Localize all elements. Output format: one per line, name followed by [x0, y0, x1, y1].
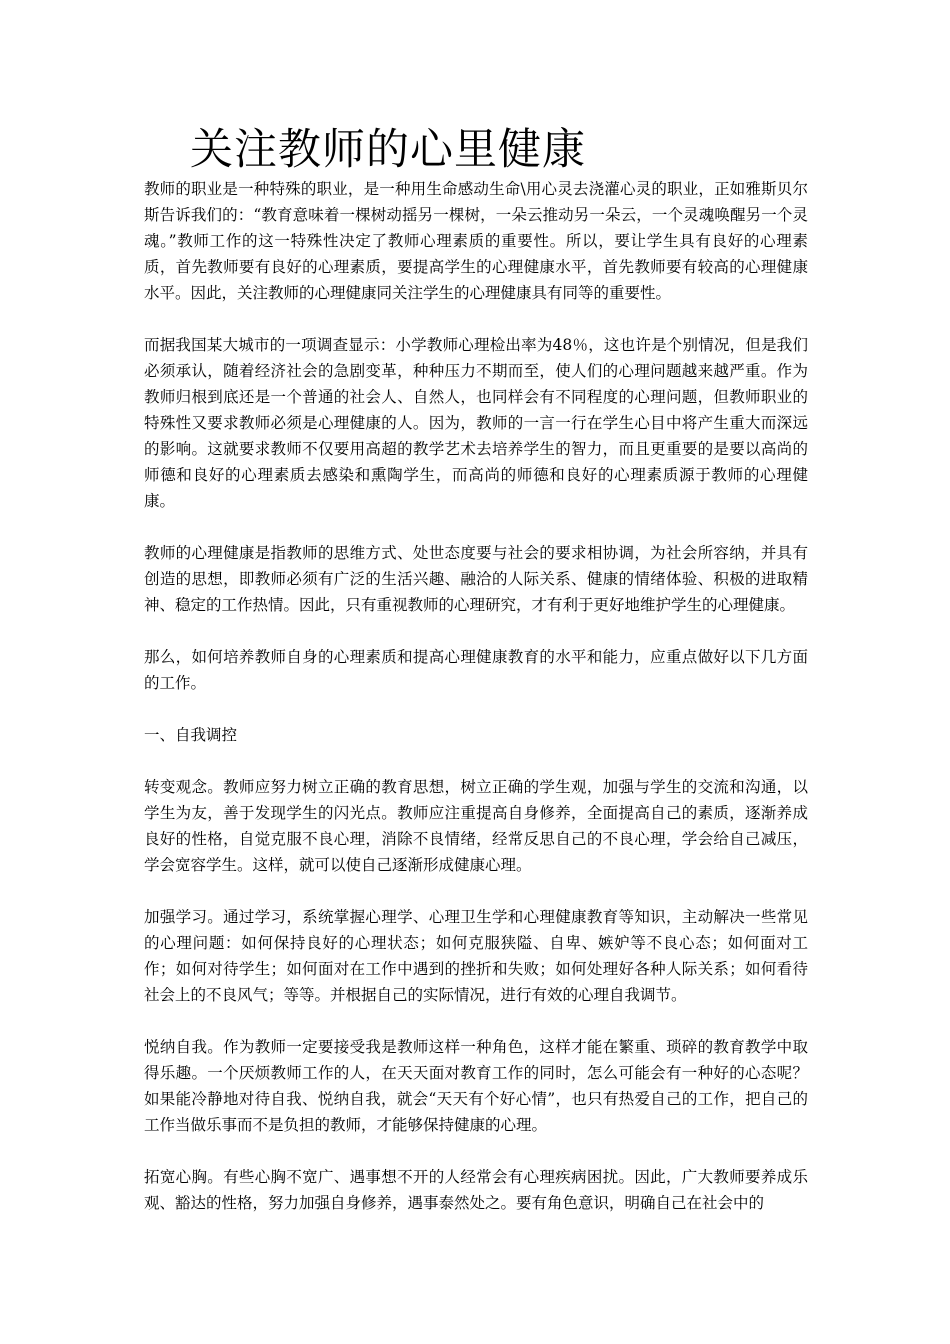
paragraph-survey: 而据我国某大城市的一项调查显示：小学教师心理检出率为48％，这也许是个别情况，但是我们必须承认，随着经济社会的急剧变革，种种压力不期而至，使人们的心理问题越来越严重。作为教师归根到底还是一个普通的社会人、自然人，也同样会有不同程度的心理问题，但教师职业的特殊性又要求教师必须是心理健康的人。因为，教师的一言一行在学生心目中将产生重大而深远的影响。这就要求教师不仅要用高超的教学艺术去培养学生的智力，而且更重要的是要以高尚的师德和良好的心理素质去感染和熏陶学生，而高尚的师德和良好的心理素质源于教师的心理健康。 — [144, 336, 808, 510]
paragraph-definition: 教师的心理健康是指教师的思维方式、处世态度要与社会的要求相协调，为社会所容纳，并具有创造的思想，即教师必须有广泛的生活兴趣、融洽的人际关系、健康的情绪体验、积极的进取精神、稳定的工作热情。因此，只有重视教师的心理研究，才有利于更好地维护学生的心理健康。 — [144, 544, 808, 614]
paragraph-transition: 那么，如何培养教师自身的心理素质和提高心理健康教育的水平和能力，应重点做好以下几方面的工作。 — [144, 648, 808, 692]
paragraph-change-concept: 转变观念。教师应努力树立正确的教育思想，树立正确的学生观，加强与学生的交流和沟通，以学生为友，善于发现学生的闪光点。教师应注重提高自身修养，全面提高自己的素质，逐渐养成良好的性格，自觉克服不良心理，消除不良情绪，经常反思自己的不良心理，学会给自己减压，学会宽容学生。这样，就可以使自己逐渐形成健康心理。 — [144, 778, 808, 874]
paragraph-strengthen-learning: 加强学习。通过学习，系统掌握心理学、心理卫生学和心理健康教育等知识，主动解决一些常见的心理问题：如何保持良好的心理状态；如何克服狭隘、自卑、嫉妒等不良心态；如何面对工作；如何对待学生；如何面对在工作中遇到的挫折和失败；如何处理好各种人际关系；如何看待社会上的不良风气；等等。并根据自己的实际情况，进行有效的心理自我调节。 — [144, 908, 808, 1004]
paragraph-intro: 教师的职业是一种特殊的职业，是一种用生命感动生命\用心灵去浇灌心灵的职业，正如雅斯贝尔斯告诉我们的：“教育意味着一棵树动摇另一棵树，一朵云推动另一朵云，一个灵魂唤醒另一个灵魂。”教师工作的这一特殊性决定了教师心理素质的重要性。所以，要让学生具有良好的心理素质，首先教师要有良好的心理素质，要提高学生的心理健康水平，首先教师要有较高的心理健康水平。因此，关注教师的心理健康同关注学生的心理健康具有同等的重要性。 — [144, 180, 808, 302]
paragraph-broaden-mind: 拓宽心胸。有些心胸不宽广、遇事想不开的人经常会有心理疾病困扰。因此，广大教师要养成乐观、豁达的性格，努力加强自身修养，遇事泰然处之。要有角色意识，明确自己在社会中的 — [144, 1168, 808, 1212]
document-body — [144, 176, 808, 1242]
document-title: 关注教师的心里健康 — [190, 125, 586, 175]
section-heading-self-regulation: 一、自我调控 — [144, 726, 238, 744]
paragraph-accept-self: 悦纳自我。作为教师一定要接受我是教师这样一种角色，这样才能在繁重、琐碎的教育教学中取得乐趣。一个厌烦教师工作的人，在天天面对教育工作的同时，怎么可能会有一种好的心态呢？如果能冷静地对待自我、悦纳自我，就会“天天有个好心情”，也只有热爱自己的工作，把自己的工作当做乐事而不是负担的教师，才能够保持健康的心理。 — [144, 1038, 808, 1134]
